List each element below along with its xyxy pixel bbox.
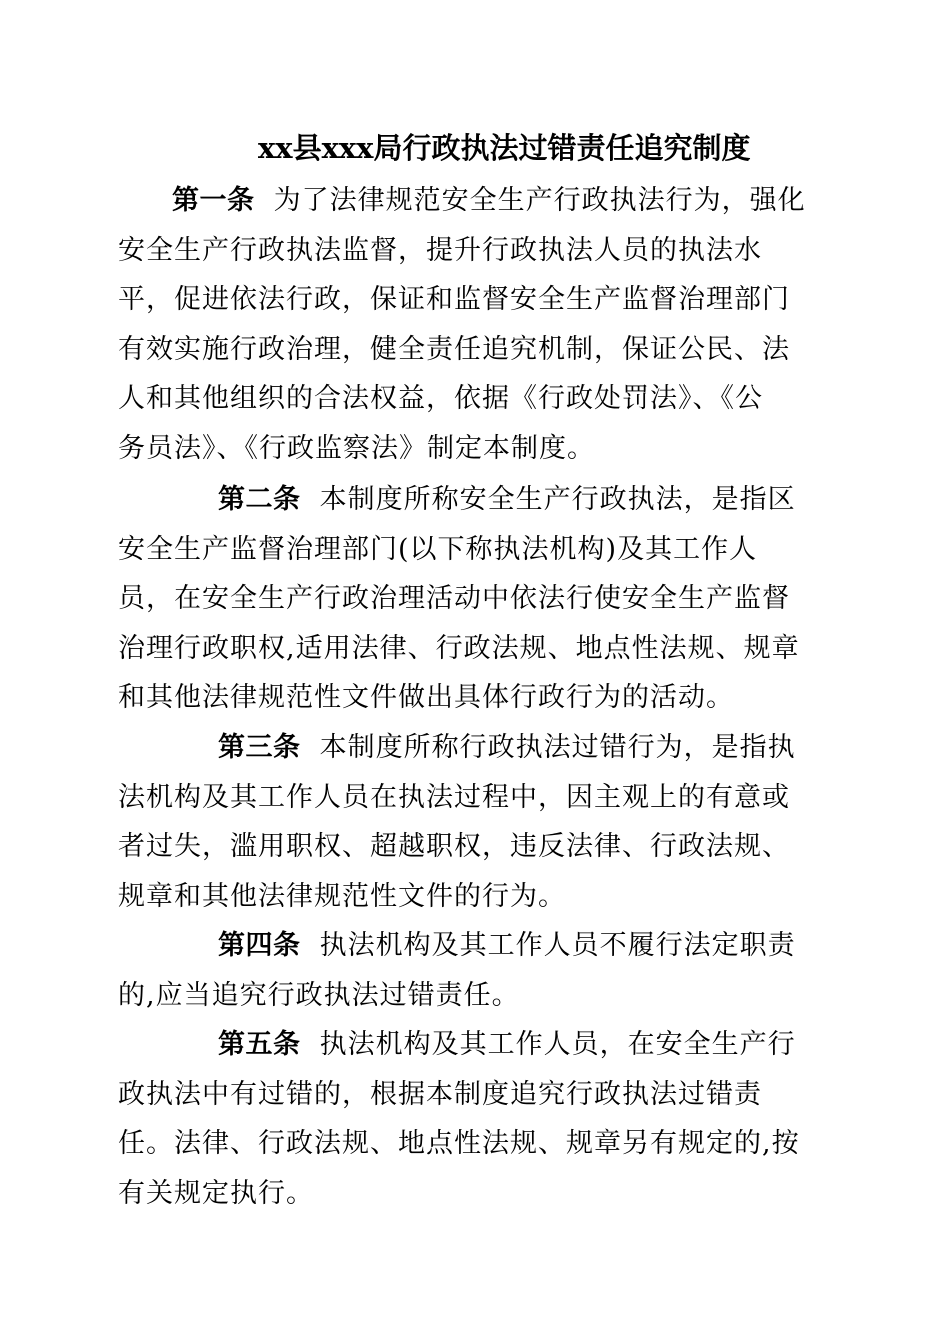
article-line [118,921,823,971]
article-label: 第五条 [218,1029,301,1060]
article-4 [118,921,823,1020]
article-line: 的,应当追究行政执法过错责任。 [118,979,520,1011]
article-text: 执法机构及其工作人员，在安全生产行 [319,1029,796,1060]
article-line: 员，在安全生产行政治理活动中依法行使安全生产监督 [118,583,790,614]
article-label: 第一条 [172,185,255,216]
article-label: 第四条 [218,930,301,961]
article-line: 安全生产行政执法监督，提升行政执法人员的执法水 [118,234,762,266]
article-1 [118,176,823,473]
article-3 [118,723,823,921]
article-line [118,475,823,525]
article-5 [118,1020,823,1218]
article-line: 法机构及其工作人员在执法过程中，因主观上的有意或 [118,781,790,813]
article-line: 规章和其他法律规范性文件的行为。 [118,880,566,912]
article-line: 政执法中有过错的，根据本制度追究行政执法过错责 [118,1078,762,1110]
article-line: 任。法律、行政法规、地点性法规、规章另有规定的,按 [118,1128,800,1159]
article-line [118,723,823,773]
document-title: xx县xxx局行政执法过错责任追究制度 [258,131,751,165]
article-line [118,176,823,226]
article-line: 人和其他组织的合法权益，依据《行政处罚法》、《公 [118,383,763,414]
article-line: 和其他法律规范性文件做出具体行政行为的活动。 [118,682,734,713]
article-text: 本制度所称行政执法过错行为，是指执 [319,732,796,763]
article-text: 执法机构及其工作人员不履行法定职责 [319,930,796,961]
article-label: 第二条 [218,484,301,515]
article-line: 平，促进依法行政，保证和监督安全生产监督治理部门 [118,284,790,315]
article-line [118,1020,823,1070]
article-line: 有效实施行政治理，健全责任追究机制，保证公民、法 [118,333,790,365]
article-line: 者过失，滥用职权、超越职权，违反法律、行政法规、 [118,831,790,862]
article-text: 本制度所称安全生产行政执法，是指区 [319,484,796,515]
article-text: 为了法律规范安全生产行政执法行为，强化 [273,185,806,216]
article-label: 第三条 [218,732,301,763]
article-line: 治理行政职权,适用法律、行政法规、地点性法规、规章 [118,632,800,664]
article-2 [118,475,823,723]
article-line: 安全生产监督治理部门(以下称执法机构)及其工作人 [118,533,758,565]
article-line: 务员法》、《行政监察法》制定本制度。 [118,432,595,464]
article-line: 有关规定执行。 [118,1177,314,1209]
